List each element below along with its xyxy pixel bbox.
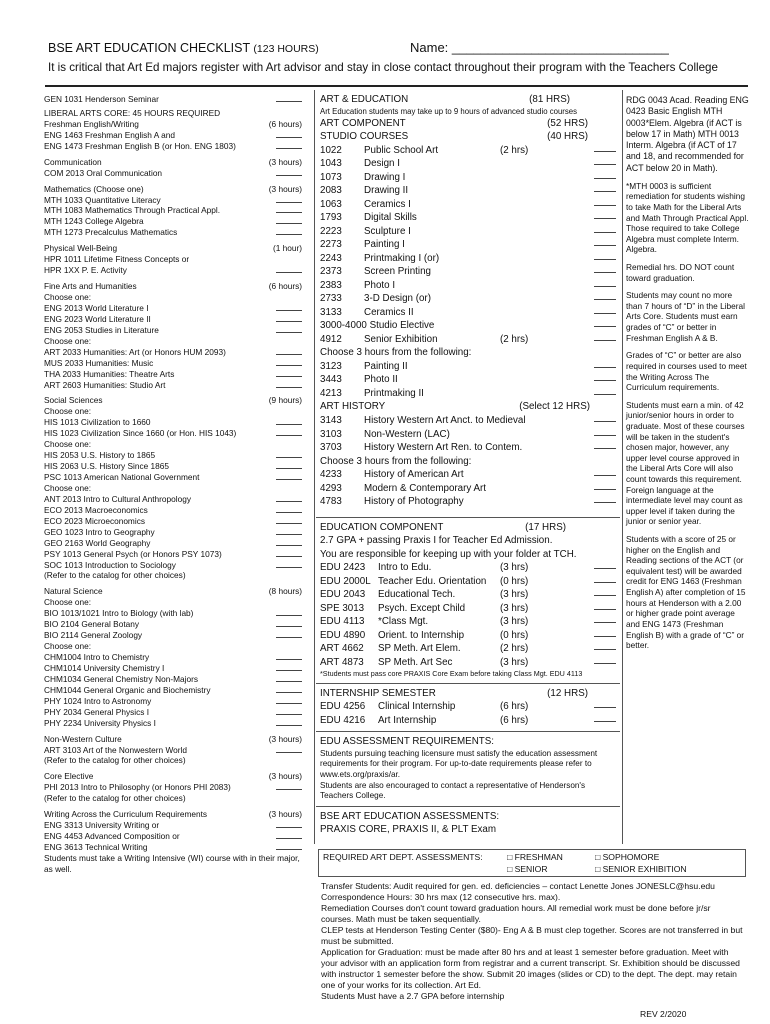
course-name: Painting I bbox=[364, 239, 405, 251]
grade-blank[interactable] bbox=[594, 700, 616, 708]
course-name: Clinical Internship bbox=[378, 701, 456, 713]
grade-blank[interactable] bbox=[276, 358, 302, 366]
grade-blank[interactable] bbox=[276, 380, 302, 388]
course-row: ENG 2023 World Literature II bbox=[44, 314, 302, 325]
course-name: Photo II bbox=[364, 374, 398, 386]
grade-blank[interactable] bbox=[594, 468, 616, 476]
course-name: Photo I bbox=[364, 279, 396, 291]
course-row: ENG 2013 World Literature I bbox=[44, 303, 302, 314]
grade-blank[interactable] bbox=[594, 252, 616, 260]
course-code: 4213 bbox=[320, 387, 342, 399]
course-row bbox=[320, 252, 616, 266]
course-name: Art Internship bbox=[378, 714, 437, 726]
course-row bbox=[320, 225, 616, 239]
course-row bbox=[320, 265, 616, 279]
course-code: 3123 bbox=[320, 360, 342, 372]
grade-blank[interactable] bbox=[276, 494, 302, 502]
course-row bbox=[320, 373, 616, 387]
grade-blank[interactable] bbox=[594, 238, 616, 246]
junior-senior-note: Students must earn a min. of 42 junior/senior hours in order to graduate. Most of these courses will be taken in the student's chosen major, however, any upper level course approved in the Liberal Arts Core will also count towards this requirement. Foreign language at the intermediate level may count as upper level if taken during the junior or senior year. bbox=[626, 399, 745, 527]
course-hours: (0 hrs) bbox=[500, 629, 529, 641]
course-hours: (3 hrs) bbox=[500, 589, 529, 601]
course-name: SP Meth. Art Elem. bbox=[378, 643, 461, 655]
notes-column bbox=[626, 95, 750, 658]
course-row: ART 2033 Humanities: Art (or Honors HUM 2093) bbox=[44, 347, 302, 358]
grade-blank[interactable] bbox=[276, 831, 302, 839]
course-hours: (3 hrs) bbox=[500, 562, 529, 574]
course-row bbox=[320, 482, 616, 496]
grade-blank[interactable] bbox=[276, 516, 302, 524]
grade-blank[interactable] bbox=[594, 211, 616, 219]
course-row: HIS 1013 Civilization to 1660 bbox=[44, 417, 302, 428]
course-row bbox=[320, 279, 616, 293]
name-field[interactable]: Name: ______________________________ bbox=[410, 40, 669, 55]
section-divider bbox=[316, 806, 620, 807]
grade-blank[interactable] bbox=[276, 718, 302, 726]
course-name: Psych. Except Child bbox=[378, 602, 466, 614]
course-row bbox=[320, 602, 616, 616]
grade-blank[interactable] bbox=[276, 745, 302, 753]
grade-blank[interactable] bbox=[276, 505, 302, 513]
course-row: GEO 2163 World Geography bbox=[44, 538, 302, 549]
grade-blank[interactable] bbox=[276, 94, 302, 102]
course-row bbox=[320, 561, 616, 575]
course-row bbox=[320, 656, 616, 670]
grade-blank[interactable] bbox=[594, 656, 616, 664]
grade-blank[interactable] bbox=[276, 630, 302, 638]
course-name: Intro to Edu. bbox=[378, 562, 432, 574]
course-code: 3443 bbox=[320, 374, 342, 386]
course-row: ENG 2053 Studies in Literature bbox=[44, 325, 302, 336]
course-row bbox=[320, 387, 616, 401]
course-row: BIO 1013/1021 Intro to Biology (with lab) bbox=[44, 608, 302, 619]
course-hours: (6 hrs) bbox=[500, 714, 529, 726]
course-code: EDU 4216 bbox=[320, 714, 366, 726]
course-row: CHM1014 University Chemistry I bbox=[44, 663, 302, 674]
grade-blank[interactable] bbox=[276, 347, 302, 355]
course-code: ART 4662 bbox=[320, 643, 364, 655]
course-row bbox=[320, 468, 616, 482]
course-code: 2223 bbox=[320, 225, 342, 237]
course-name: Sculpture I bbox=[364, 225, 411, 237]
grade-blank[interactable] bbox=[594, 265, 616, 273]
grade-blank[interactable] bbox=[594, 292, 616, 300]
grade-blank[interactable] bbox=[594, 588, 616, 596]
course-name: 3-D Design (or) bbox=[364, 293, 431, 305]
grade-blank[interactable] bbox=[594, 414, 616, 422]
course-code: EDU 4256 bbox=[320, 701, 366, 713]
course-row: PSY 1013 General Psych (or Honors PSY 1073) bbox=[44, 549, 302, 560]
grade-blank[interactable] bbox=[594, 184, 616, 192]
page-title bbox=[48, 41, 319, 55]
course-name: Public School Art bbox=[364, 144, 439, 156]
section-divider bbox=[316, 731, 620, 732]
grade-blank[interactable] bbox=[276, 417, 302, 425]
course-name: Printmaking II bbox=[364, 387, 424, 399]
grade-blank[interactable] bbox=[594, 198, 616, 206]
grade-blank[interactable] bbox=[594, 360, 616, 368]
course-row: PHY 2234 University Physics I bbox=[44, 718, 302, 729]
grade-blank[interactable] bbox=[276, 696, 302, 704]
section-divider bbox=[316, 517, 620, 518]
course-hours: (3 hrs) bbox=[500, 616, 529, 628]
course-row bbox=[320, 615, 616, 629]
course-row bbox=[320, 441, 616, 455]
grade-blank[interactable] bbox=[594, 171, 616, 179]
grade-blank[interactable] bbox=[594, 629, 616, 637]
course-name: Ceramics I bbox=[364, 198, 411, 210]
course-row: PHI 2013 Intro to Philosophy (or Honors PHI 2083) bbox=[44, 782, 302, 793]
c-grade-note: Grades of “C” or better are also required in courses used to meet the Writing Across The Curriculum requirements. bbox=[626, 350, 747, 393]
course-row: BIO 2104 General Botany bbox=[44, 619, 302, 630]
course-name: History Western Art Ren. to Contem. bbox=[364, 442, 523, 454]
course-name: Orient. to Internship bbox=[378, 629, 465, 641]
course-row: ART 2603 Humanities: Studio Art bbox=[44, 380, 302, 391]
course-code: 2733 bbox=[320, 293, 342, 305]
grade-blank[interactable] bbox=[276, 472, 302, 480]
course-row: HPR 1XX P. E. Activity bbox=[44, 265, 302, 276]
grade-blank[interactable] bbox=[276, 450, 302, 458]
course-row: ECO 2013 Macroeconomics bbox=[44, 505, 302, 516]
course-name: Ceramics II bbox=[364, 306, 414, 318]
grade-blank[interactable] bbox=[594, 642, 616, 650]
course-row: MUS 2033 Humanities: Music bbox=[44, 358, 302, 369]
grade-blank[interactable] bbox=[276, 369, 302, 377]
section-divider bbox=[316, 683, 620, 684]
course-code: 1073 bbox=[320, 171, 342, 183]
grade-blank[interactable] bbox=[594, 333, 616, 341]
course-code: 2273 bbox=[320, 239, 342, 251]
remedial-courses: RDG 0043 Acad. Reading ENG 0423 Basic English MTH 0003*Elem. Algebra (if ACT is below 17 in Math) MTH 0013 Interm. Algebra (if ACT of 17 and 18, and recommended for ACT below 20 in Math). bbox=[626, 95, 749, 173]
course-code: SPE 3013 bbox=[320, 602, 365, 614]
grade-blank[interactable] bbox=[594, 615, 616, 623]
grade-blank[interactable] bbox=[276, 527, 302, 535]
course-name: Drawing II bbox=[364, 185, 409, 197]
title-hours: (123 HOURS) bbox=[253, 43, 319, 55]
course-row bbox=[320, 184, 616, 198]
course-row: MTH 1273 Precalculus Mathematics bbox=[44, 227, 302, 238]
core-title: LIBERAL ARTS CORE: 45 HOURS REQUIRED bbox=[44, 107, 221, 118]
grade-blank[interactable] bbox=[276, 782, 302, 790]
course-row: HIS 2053 U.S. History to 1865 bbox=[44, 450, 302, 461]
grade-blank[interactable] bbox=[594, 561, 616, 569]
transfer-notes: Transfer Students: Audit required for gen. ed. deficiencies – contact Lenette Jones JONESLC@hsu.edu Correspondence Hours: 30 hrs max (12 consecutive hrs. max). Remediation Courses don't count toward graduation hours. All remedial work must be done before jr/sr courses. Math must be taken sequentially. CLEP tests at Henderson Testing Center ($80)- Eng A & B must clep together. Scores are not transferred in but must be submitted. Application for Graduation: must be made after 80 hrs and at least 1 semester before graduation. Meet with your advisor with an application form from registrar and a current transcript. Sr. Exhibition should be discussed with instructor 1 semester before the show. Submit 20 images (slides or CD) to the dept. The dept. may retain one of your works for its collection. Art Ed. Students Must have a 2.7 GPA before internship bbox=[321, 881, 743, 1001]
grade-blank[interactable] bbox=[594, 306, 616, 314]
grade-blank[interactable] bbox=[594, 428, 616, 436]
course-code: 1063 bbox=[320, 198, 342, 210]
course-row bbox=[320, 211, 616, 225]
grade-blank[interactable] bbox=[594, 714, 616, 722]
grade-blank[interactable] bbox=[594, 319, 616, 327]
course-code: EDU 4113 bbox=[320, 616, 365, 628]
art-education-column: ART & EDUCATION (81 HRS) Art Education students may take up to 9 hours of advanced studio courses ART COMPONENT (52 HRS) STUDIO COURSES (40 HRS) 1022 Public School Art (2 hrs) 1043 Design I 1073 Drawing I 2083 Drawing II 1063 Ceramics I 1793 Digital Skills 2223 Sculpture I 2273 Painting I 2243 Printmaking I (or) 2373 Screen Printing 2383 Photo I 2733 3-D Design (or) 3133 Ceramics II 3000-4000 Studio Elective 4912 Senior Exhibition (2 hrs) Choose 3 hours from the following: 3123 Painting II 3443 Photo II 4213 Printmaking II ART HISTORY (Select 12 HRS) 3143 History Western Art Anct. to Medieval 3103 Non-Western (LAC) 3703 History Western Art Ren. to Contem. Choose 3 hours from the following: 4233 History of American Art 4293 Modern & Contemporary Art 4783 History of Photography EDUCATION COMPONENT (17 HRS) 2.7 GPA + passing Praxis I for Teacher Ed Admission. You are responsible for keeping up with your folder at TCH. EDU 2423 Intro to Edu. (3 hrs) EDU 2000L Teacher Edu. Orientation (0 hrs) EDU 2043 Educational Tech. (3 hrs) SPE 3013 Psych. Except Child (3 hrs) EDU 4113 *Class Mgt. (3 hrs) EDU 4890 Orient. to Internship (0 hrs) ART 4662 SP Meth. Art Elem. (2 hrs) ART 4873 SP Meth. Art Sec (3 hrs) *Students must pass core PRAXIS Core Exam before taking Class Mgt. EDU 4113 INTERNSHIP SEMESTER (12 HRS) EDU 4256 Clinical Internship (6 hrs) EDU 4216 Art Internship (6 hrs) EDU ASSESSMENT REQUIREMENTS: Students pursuing teaching licensure must satisfy the education assessment requirements for their program. For up-to-date requirements please refer to www.ets.org/praxis/ar. Students are also encouraged to contact a representative of Henderson's Teachers College. BSE ART EDUCATION ASSESSMENTS: PRAXIS CORE, PRAXIS II, & PLT Exam bbox=[320, 93, 616, 837]
column-divider-right bbox=[622, 90, 623, 844]
course-name: History Western Art Anct. to Medieval bbox=[364, 414, 526, 426]
course-name: *Class Mgt. bbox=[378, 616, 429, 628]
remedial-note: Remedial hrs. DO NOT count toward graduation. bbox=[626, 262, 735, 283]
revision-date: REV 2/2020 bbox=[640, 1009, 687, 1019]
course-hours: (6 hrs) bbox=[500, 701, 529, 713]
column-divider-left bbox=[314, 90, 315, 844]
course-row bbox=[320, 414, 616, 428]
grade-blank[interactable] bbox=[276, 820, 302, 828]
course-code: 2373 bbox=[320, 266, 342, 278]
grade-blank[interactable] bbox=[276, 652, 302, 660]
course-name: Screen Printing bbox=[364, 266, 431, 278]
grade-blank[interactable] bbox=[276, 130, 302, 138]
course-row: ENG 3313 University Writing or bbox=[44, 820, 302, 831]
grade-blank[interactable] bbox=[276, 195, 302, 203]
course-row: ECO 2023 Microeconomics bbox=[44, 516, 302, 527]
course-name: Printmaking I (or) bbox=[364, 252, 440, 264]
d-grade-note: Students may count no more than 7 hours of “D” in the Liberal Arts Core. Students must earn grades of “C” or better in Freshman English A & B. bbox=[626, 290, 745, 343]
math-note: *MTH 0003 is sufficient remediation for students wishing to take Math for the Liberal Arts and Math Through Practical Appl. Those required to take College Algebra must complete Interm. Algebra. bbox=[626, 180, 749, 255]
course-row bbox=[320, 144, 616, 158]
grade-blank[interactable] bbox=[276, 608, 302, 616]
course-row: ENG 1473 Freshman English B (or Hon. ENG 1803) bbox=[44, 141, 302, 152]
course-row: 4912 Senior Exhibition (2 hrs) bbox=[320, 333, 616, 347]
liberal-arts-column: GEN 1031 Henderson Seminar LIBERAL ARTS CORE: 45 HOURS REQUIRED Freshman English/Writing (6 hours) ENG 1463 Freshman English A and ENG 1473 Freshman English B (or Hon. ENG 1803) Communication (3 hours) COM 2013 Oral Communication Mathematics (Choose one) (3 hours) MTH 1033 Quantitative Literacy MTH 1083 Mathematics Through Practical Appl. MTH 1243 College Algebra MTH 1273 Precalculus Mathematics Physical Well-Being (1 hour) HPR 1011 Lifetime Fitness Concepts or HPR 1XX P. E. Activity Fine Arts and Humanities (6 hours) Choose one: ENG 2013 World Literature I ENG 2023 World Literature II ENG 2053 Studies in Literature Choose one: ART 2033 Humanities: Art (or Honors HUM 2093) MUS 2033 Humanities: Music THA 2033 Humanities: Theatre Arts ART 2603 Humanities: Studio Art Social Sciences (9 hours) Choose one: HIS 1013 Civilization to 1660 HIS 1023 Civilization Since 1660 (or Hon. HIS 1043) Choose one: HIS 2053 U.S. History to 1865 HIS 2063 U.S. History Since 1865 PSC 1013 American National Government Choose one: ANT 2013 Intro to Cultural Anthropology ECO 2013 Macroeconomics ECO 2023 Microeconomics GEO 1023 Intro to Geography GEO 2163 World Geography PSY 1013 General Psych (or Honors PSY 1073) SOC 1013 Introduction to Sociology (Refer to the catalog for other choices) Natural Science (8 hours) Choose one: BIO 1013/1021 Intro to Biology (with lab) BIO 2104 General Botany BIO 2114 General Zoology Choose one: CHM1004 Intro to Chemistry CHM1014 University Chemistry I CHM1034 General Chemistry Non-Majors CHM1044 General Organic and Biochemistry PHY 1024 Intro to Astronomy PHY 2034 General Physics I PHY 2234 University Physics I Non-Western Culture (3 hours) ART 3103 Art of the Nonwestern World (Refer to the catalog for other choices) Core Elective (3 hours) PHI 2013 Intro to Philosophy (or Honors PHI 2083) (Refer to the catalog for other choices) Writing Across the Curriculum Requirements (3 hours) ENG 3313 University Writing or ENG 4453 Advanced Composition or ENG 3613 Technical Writing Students must take a Writing Intensive (WI) course with in their major, as well. bbox=[44, 94, 302, 874]
course-code: 3143 bbox=[320, 414, 342, 426]
course-row: PHY 2034 General Physics I bbox=[44, 707, 302, 718]
grade-blank[interactable] bbox=[594, 225, 616, 233]
grade-blank[interactable] bbox=[276, 314, 302, 322]
grade-blank[interactable] bbox=[594, 441, 616, 449]
course-row: PHY 1024 Intro to Astronomy bbox=[44, 696, 302, 707]
course-name: Educational Tech. bbox=[378, 589, 456, 601]
grade-blank[interactable] bbox=[276, 674, 302, 682]
course-row: HIS 1023 Civilization Since 1660 (or Hon. HIS 1043) bbox=[44, 428, 302, 439]
course-name: Teacher Edu. Orientation bbox=[378, 575, 487, 587]
course-code: 2083 bbox=[320, 185, 342, 197]
course-name: Digital Skills bbox=[364, 212, 417, 224]
course-code: 1022 bbox=[320, 144, 342, 156]
course-row: PSC 1013 American National Government bbox=[44, 472, 302, 483]
course-row: MTH 1083 Mathematics Through Practical Appl. bbox=[44, 205, 302, 216]
course-row: ART 3103 Art of the Nonwestern World bbox=[44, 745, 302, 756]
course-code: 1043 bbox=[320, 158, 342, 170]
course-row bbox=[320, 700, 616, 714]
course-name: SP Meth. Art Sec bbox=[378, 656, 453, 668]
course-code: 2243 bbox=[320, 252, 342, 264]
grade-blank[interactable] bbox=[276, 560, 302, 568]
grade-blank[interactable] bbox=[594, 602, 616, 610]
grade-blank[interactable] bbox=[594, 144, 616, 152]
course-row: MTH 1243 College Algebra bbox=[44, 216, 302, 227]
course-code: 3133 bbox=[320, 306, 342, 318]
course-code: 4783 bbox=[320, 496, 342, 508]
course-code: 2383 bbox=[320, 279, 342, 291]
course-row: GEN 1031 Henderson Seminar bbox=[44, 94, 302, 105]
grade-blank[interactable] bbox=[276, 663, 302, 671]
course-row bbox=[320, 198, 616, 212]
course-row bbox=[320, 292, 616, 306]
course-row: THA 2033 Humanities: Theatre Arts bbox=[44, 369, 302, 380]
course-row: ENG 1463 Freshman English A and bbox=[44, 130, 302, 141]
course-row: MTH 1033 Quantitative Literacy bbox=[44, 195, 302, 206]
course-name: Design I bbox=[364, 158, 400, 170]
title-text: BSE ART EDUCATION CHECKLIST bbox=[48, 41, 250, 55]
course-row: BIO 2114 General Zoology bbox=[44, 630, 302, 641]
freshman-checkbox[interactable]: □ FRESHMAN bbox=[507, 852, 563, 862]
course-code: 4233 bbox=[320, 469, 342, 481]
course-row bbox=[320, 238, 616, 252]
course-name: Drawing I bbox=[364, 171, 406, 183]
course-hours: (3 hrs) bbox=[500, 602, 529, 614]
course-code: 1793 bbox=[320, 212, 342, 224]
grade-blank[interactable] bbox=[594, 279, 616, 287]
course-row bbox=[320, 157, 616, 171]
course-code: 3103 bbox=[320, 428, 342, 440]
wi-note: Students must take a Writing Intensive (WI) course with in their major, as well. bbox=[44, 852, 300, 874]
course-hours: (0 hrs) bbox=[500, 575, 529, 587]
course-row bbox=[320, 588, 616, 602]
grade-blank[interactable] bbox=[594, 495, 616, 503]
subtitle: It is critical that Art Ed majors register with Art advisor and stay in close contact throughout their program with the Teachers College bbox=[48, 61, 718, 74]
grade-blank[interactable] bbox=[276, 325, 302, 333]
course-row bbox=[320, 642, 616, 656]
course-row: GEO 1023 Intro to Geography bbox=[44, 527, 302, 538]
grade-blank[interactable] bbox=[276, 265, 302, 273]
course-name: Painting II bbox=[364, 360, 408, 372]
course-code: EDU 2043 bbox=[320, 589, 366, 601]
course-code: ART 4873 bbox=[320, 656, 364, 668]
grade-blank[interactable] bbox=[594, 373, 616, 381]
course-hours: (2 hrs) bbox=[500, 643, 529, 655]
course-row: HIS 2063 U.S. History Since 1865 bbox=[44, 461, 302, 472]
course-row: CHM1034 General Chemistry Non-Majors bbox=[44, 674, 302, 685]
course-hours: (2 hrs) bbox=[500, 144, 529, 156]
course-row bbox=[320, 495, 616, 509]
course-row: ENG 3613 Technical Writing bbox=[44, 842, 302, 853]
course-name: Modern & Contemporary Art bbox=[364, 482, 486, 494]
grade-blank[interactable] bbox=[276, 685, 302, 693]
grade-blank[interactable] bbox=[276, 205, 302, 213]
course-row: ENG 4453 Advanced Composition or bbox=[44, 831, 302, 842]
required-assessments-box: REQUIRED ART DEPT. ASSESSMENTS: □ FRESHMAN □ SOPHOMORE □ SENIOR □ SENIOR EXHIBITION bbox=[318, 849, 746, 877]
grade-blank[interactable] bbox=[276, 227, 302, 235]
grade-blank[interactable] bbox=[594, 482, 616, 490]
senior-exhibition-checkbox[interactable]: □ SENIOR EXHIBITION bbox=[595, 864, 687, 874]
course-row bbox=[320, 714, 616, 728]
course-code: EDU 2000L bbox=[320, 575, 371, 587]
grade-blank[interactable] bbox=[594, 157, 616, 165]
course-code: EDU 2423 bbox=[320, 562, 366, 574]
grade-blank[interactable] bbox=[276, 168, 302, 176]
course-row bbox=[320, 171, 616, 185]
grade-blank[interactable] bbox=[276, 216, 302, 224]
course-row: CHM1004 Intro to Chemistry bbox=[44, 652, 302, 663]
course-row: ANT 2013 Intro to Cultural Anthropology bbox=[44, 494, 302, 505]
grade-blank[interactable] bbox=[276, 538, 302, 546]
course-row: SOC 1013 Introduction to Sociology bbox=[44, 560, 302, 571]
course-code: 3703 bbox=[320, 442, 342, 454]
course-name: Non-Western (LAC) bbox=[364, 428, 450, 440]
course-name: History of American Art bbox=[364, 469, 464, 481]
header-divider bbox=[45, 85, 748, 87]
grade-blank[interactable] bbox=[594, 575, 616, 583]
grade-blank[interactable] bbox=[276, 619, 302, 627]
grade-blank[interactable] bbox=[276, 461, 302, 469]
grade-blank[interactable] bbox=[594, 387, 616, 395]
grade-blank[interactable] bbox=[276, 842, 302, 850]
act-note: Students with a score of 25 or higher on the English and Reading sections of the ACT (or equivalent test) will be awarded credit for ENG 1463 (Freshman English A) after completion of 15 hours at Henderson with a 2.00 or higher grade point average and ENG 1473 (Freshman English B) with a grade of “C” or better. bbox=[626, 534, 746, 651]
sophomore-checkbox[interactable]: □ SOPHOMORE bbox=[595, 852, 660, 862]
course-row bbox=[320, 360, 616, 374]
course-row bbox=[320, 629, 616, 643]
grade-blank[interactable] bbox=[276, 141, 302, 149]
course-row bbox=[320, 306, 616, 320]
course-row: CHM1044 General Organic and Biochemistry bbox=[44, 685, 302, 696]
course-name: History of Photography bbox=[364, 496, 464, 508]
course-row bbox=[320, 575, 616, 589]
course-code: EDU 4890 bbox=[320, 629, 366, 641]
grade-blank[interactable] bbox=[276, 549, 302, 557]
course-row bbox=[320, 428, 616, 442]
course-hours: (3 hrs) bbox=[500, 656, 529, 668]
grade-blank[interactable] bbox=[276, 707, 302, 715]
section-heading: ART & EDUCATION bbox=[320, 94, 409, 105]
senior-checkbox[interactable]: □ SENIOR bbox=[507, 864, 548, 874]
course-code: 4293 bbox=[320, 482, 342, 494]
grade-blank[interactable] bbox=[276, 428, 302, 436]
grade-blank[interactable] bbox=[276, 303, 302, 311]
course-row: COM 2013 Oral Communication bbox=[44, 168, 302, 179]
